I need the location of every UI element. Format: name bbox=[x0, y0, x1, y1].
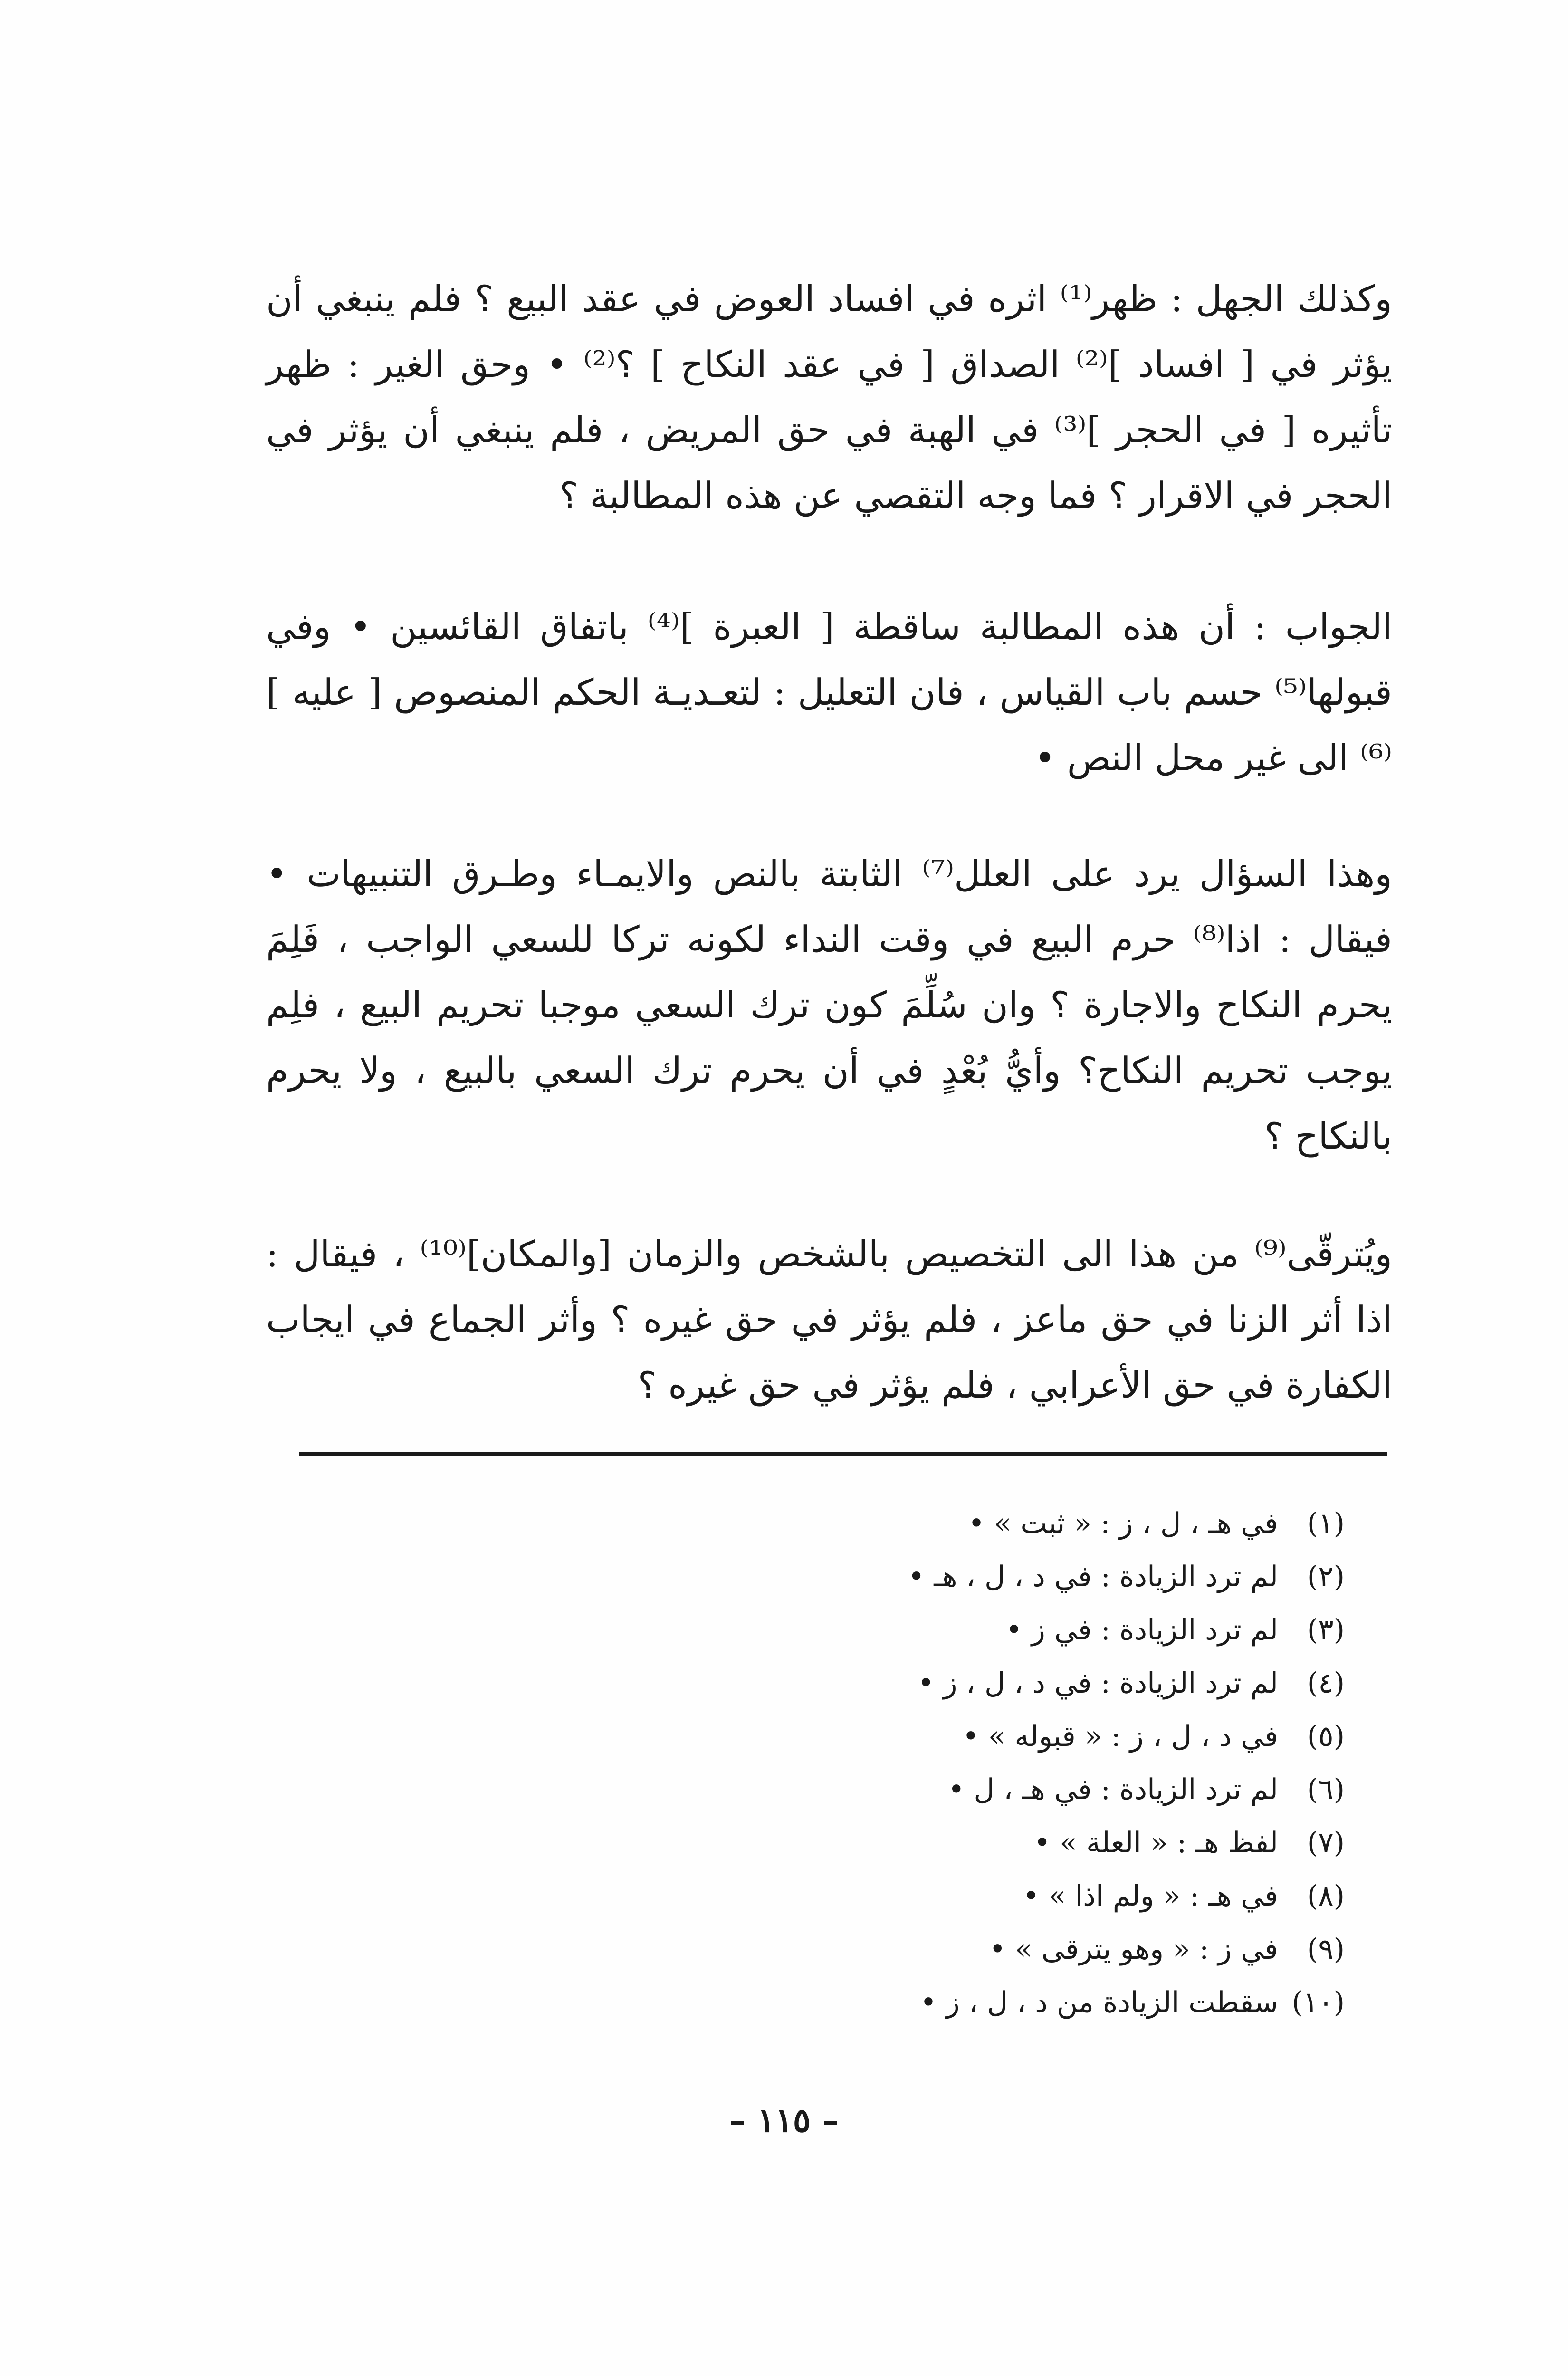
footnote-number: (٤) bbox=[1307, 1667, 1345, 1700]
footnote-item bbox=[252, 1657, 1345, 1710]
footnote-item bbox=[252, 1550, 1345, 1603]
footnote-number: (٧) bbox=[1307, 1826, 1345, 1859]
footnote-divider bbox=[299, 1452, 1387, 1456]
footnote-number: (٦) bbox=[1307, 1773, 1345, 1806]
footnote-number: (١) bbox=[1307, 1507, 1345, 1540]
footnote-item bbox=[252, 1976, 1345, 2029]
footnote-text: لفظ هـ : « العلة » • bbox=[1033, 1826, 1278, 1859]
footnote-item bbox=[252, 1710, 1345, 1763]
footnote-text: في هـ : « ولم اذا » • bbox=[1023, 1879, 1278, 1913]
footnote-text: في هـ ، ل ، ز : « ثبت » • bbox=[968, 1507, 1278, 1540]
paragraph-2 bbox=[266, 594, 1392, 791]
footnote-text: لم ترد الزيادة : في د ، ل ، ز • bbox=[918, 1667, 1278, 1700]
footnote-number: (٨) bbox=[1307, 1879, 1345, 1913]
paragraph-4 bbox=[266, 1221, 1392, 1418]
footnotes-list bbox=[252, 1497, 1345, 2029]
paragraph-text: وكذلك الجهل : ظهر⁽¹⁾ اثره في افساد العوض في عقد البيع ؟ فلم ينبغي أن يؤثر في [ افساد ]⁽²⁾ الصداق [ في عقد النكاح ] ؟⁽²⁾ • وحق الغير : ظهر تأثيره [ في الحجر ]⁽³⁾ في الهبة في حق المريض ، فلم ينبغي أن يؤثر في الحجر في الاقرار ؟ فما وجه التقصي عن هذه المطالبة ؟ bbox=[266, 278, 1393, 517]
paragraph-text: وهذا السؤال يرد على العلل⁽⁷⁾ الثابتة بالنص والايمـاء وطـرق التنبيهات • فيقال : اذا⁽⁸⁾ حرم البيع في وقت النداء لكونه تركا للسعي الواجب ، فَلِمَ يحرم النكاح والاجارة ؟ وان سُلِّمَ كون ترك السعي موجبا تحريم البيع ، فلِم يوجب تحريم النكاح؟ وأيُّ بُعْدٍ في أن يحرم ترك السعي بالبيع ، ولا يحرم بالنكاح ؟ bbox=[266, 853, 1393, 1157]
footnote-number: (٩) bbox=[1307, 1933, 1345, 1966]
footnote-number: (١٠) bbox=[1291, 1986, 1345, 2019]
footnote-text: في د ، ل ، ز : « قبوله » • bbox=[962, 1720, 1278, 1753]
paragraph-1 bbox=[266, 266, 1392, 528]
footnote-item bbox=[252, 1497, 1345, 1550]
footnote-text: سقطت الزيادة من د ، ل ، ز • bbox=[920, 1986, 1278, 2019]
paragraph-text: الجواب : أن هذه المطالبة ساقطة [ العبرة ]⁽⁴⁾ باتفاق القائسين • وفي قبولها⁽⁵⁾ حسم باب القياس ، فان التعليل : لتعـديـة الحكم المنصوص [ عليه ]⁽⁶⁾ الى غير محل النص • bbox=[266, 605, 1392, 779]
footnote-number: (٢) bbox=[1307, 1560, 1345, 1593]
paragraph-text: ويُترقّى⁽⁹⁾ من هذا الى التخصيص بالشخص والزمان [والمكان]⁽¹⁰⁾ ، فيقال : اذا أثر الزنا في حق ماعز ، فلم يؤثر في حق غيره ؟ وأثر الجماع في ايجاب الكفارة في حق الأعرابي ، فلم يؤثر في حق غيره ؟ bbox=[266, 1233, 1393, 1406]
page-number: – ١١٥ – bbox=[729, 2100, 839, 2140]
paragraph-3 bbox=[266, 841, 1392, 1169]
footnote-text: لم ترد الزيادة : في ز • bbox=[1005, 1613, 1278, 1647]
footnote-item bbox=[252, 1763, 1345, 1816]
footnote-item bbox=[252, 1923, 1345, 1976]
footnote-item bbox=[252, 1603, 1345, 1657]
footnote-item bbox=[252, 1869, 1345, 1923]
footnote-number: (٥) bbox=[1307, 1720, 1345, 1753]
footnote-text: لم ترد الزيادة : في د ، ل ، هـ • bbox=[908, 1560, 1278, 1593]
footnote-text: لم ترد الزيادة : في هـ ، ل • bbox=[948, 1773, 1278, 1806]
footnote-number: (٣) bbox=[1307, 1613, 1345, 1647]
footnote-item bbox=[252, 1816, 1345, 1869]
footnote-text: في ز : « وهو يترقى » • bbox=[989, 1933, 1278, 1966]
